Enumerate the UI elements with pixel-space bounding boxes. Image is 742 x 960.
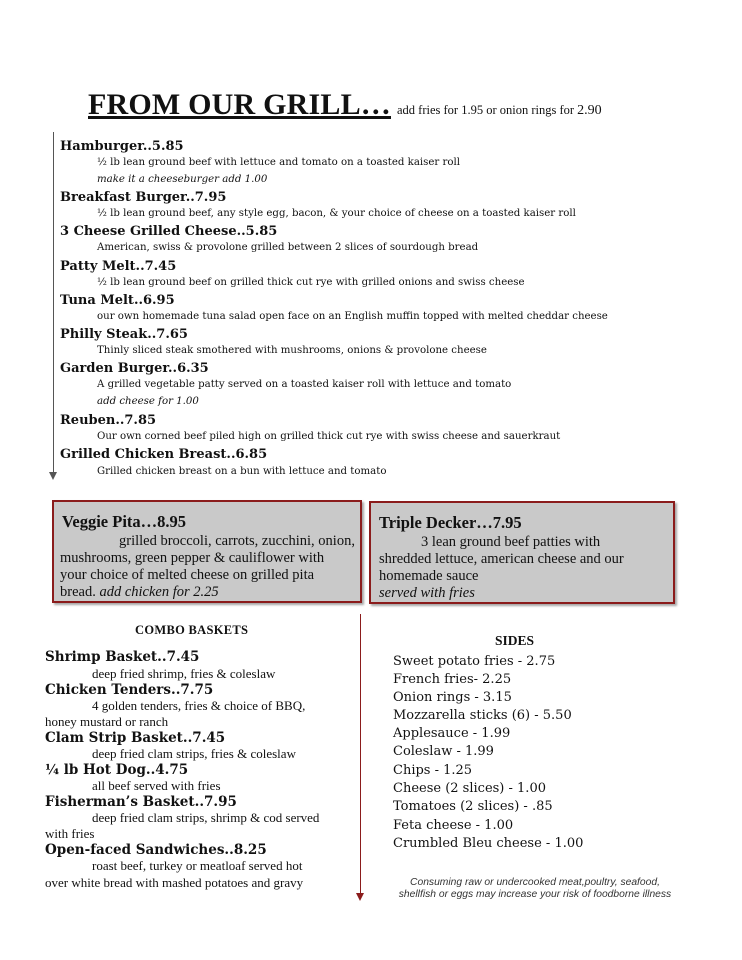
side-item: Cheese (2 slices) - 1.00	[393, 781, 546, 796]
veggie-pita-title: Veggie Pita…8.95	[62, 512, 187, 531]
add-on-note	[397, 103, 602, 119]
side-item: Chips - 1.25	[393, 763, 473, 778]
grill-item-note: make it a cheeseburger add 1.00	[97, 174, 268, 185]
side-item: Tomatoes (2 slices) - .85	[393, 799, 553, 814]
triple-decker-title: Triple Decker…7.95	[379, 513, 522, 532]
veggie-pita-desc-line: your choice of melted cheese on grilled pita	[60, 567, 315, 583]
combo-item-desc: deep fried clam strips, fries & coleslaw	[92, 746, 296, 761]
grill-item-name: Tuna Melt..6.95	[60, 293, 175, 308]
grill-item-desc: A grilled vegetable patty served on a toasted kaiser roll with lettuce and tomato	[97, 379, 512, 390]
combo-item-name: ¼ lb Hot Dog..4.75	[45, 762, 189, 778]
grill-item-name: Grilled Chicken Breast..6.85	[60, 447, 268, 462]
sides-title: SIDES	[495, 633, 535, 648]
grill-item-desc: ½ lb lean ground beef on grilled thick cut rye with grilled onions and swiss cheese	[97, 277, 525, 288]
grill-item-desc: Grilled chicken breast on a bun with lettuce and tomato	[97, 466, 387, 477]
grill-item-desc: our own homemade tuna salad open face on an English muffin topped with melted cheddar cheese	[97, 311, 608, 322]
side-item: French fries- 2.25	[393, 672, 512, 687]
grill-item-name: Garden Burger..6.35	[60, 361, 209, 376]
side-item: Coleslaw - 1.99	[393, 744, 494, 759]
grill-item-note: add cheese for 1.00	[97, 396, 199, 407]
menu-section-title: FROM OUR GRILL…	[88, 88, 391, 121]
side-item: Sweet potato fries - 2.75	[393, 654, 556, 669]
grill-item-name: Reuben..7.85	[60, 413, 157, 428]
grill-item-desc: ½ lb lean ground beef, any style egg, bacon, & your choice of cheese on a toasted kaiser roll	[97, 208, 576, 219]
veggie-pita-desc-line: mushrooms, green pepper & cauliflower with	[60, 550, 325, 566]
side-item: Onion rings - 3.15	[393, 690, 512, 705]
food-safety-disclaimer	[385, 877, 685, 901]
combo-item-name: Open-faced Sandwiches..8.25	[45, 842, 267, 858]
veggie-pita-addon: add chicken for 2.25	[99, 584, 219, 600]
combo-item-desc: deep fried shrimp, fries & coleslaw	[92, 666, 276, 681]
triple-decker-box	[369, 501, 675, 604]
combo-item-desc: over white bread with mashed potatoes and gravy	[45, 875, 304, 890]
grill-item-desc: Thinly sliced steak smothered with mushrooms, onions & provolone cheese	[97, 345, 487, 356]
triple-decker-desc-line: shredded lettuce, american cheese and our	[379, 551, 624, 567]
veggie-pita-desc-text: bread.	[60, 584, 100, 600]
grill-list-arrow-line	[53, 132, 54, 477]
disclaimer-line: shellfish or eggs may increase your risk of foodborne illness	[398, 889, 672, 900]
combo-item-desc: deep fried clam strips, shrimp & cod served	[92, 810, 320, 825]
combo-item-desc: roast beef, turkey or meatloaf served hot	[92, 858, 303, 873]
combo-baskets-title: COMBO BASKETS	[135, 623, 249, 637]
grill-item-desc: American, swiss & provolone grilled between 2 slices of sourdough bread	[97, 242, 479, 253]
veggie-pita-desc-line: grilled broccoli, carrots, zucchini, onion,	[119, 533, 355, 549]
grill-item-desc: Our own corned beef piled high on grilled thick cut rye with swiss cheese and sauerkraut	[97, 431, 561, 442]
triple-decker-desc-line: 3 lean ground beef patties with	[421, 534, 601, 550]
combo-item-name: Chicken Tenders..7.75	[45, 682, 214, 698]
add-on-note-text: add fries for 1.95 or onion rings for	[397, 103, 578, 117]
grill-item-name: Hamburger..5.85	[60, 139, 184, 154]
combo-item-desc: with fries	[45, 826, 95, 841]
combo-item-name: Clam Strip Basket..7.45	[45, 730, 226, 746]
divider-arrow-line	[360, 614, 361, 896]
combo-item-name: Fisherman’s Basket..7.95	[45, 794, 237, 810]
arrow-down-icon	[356, 893, 364, 901]
side-item: Feta cheese - 1.00	[393, 818, 514, 833]
grill-item-name: Philly Steak..7.65	[60, 327, 188, 342]
arrow-down-icon	[49, 472, 57, 480]
combo-item-desc: honey mustard or ranch	[45, 714, 169, 729]
veggie-pita-desc-line	[60, 584, 219, 601]
disclaimer-line: Consuming raw or undercooked meat,poultry, seafood,	[410, 877, 660, 888]
combo-item-desc: all beef served with fries	[92, 778, 221, 793]
side-item: Mozzarella sticks (6) - 5.50	[393, 708, 572, 723]
grill-item-name: Patty Melt..7.45	[60, 259, 177, 274]
side-item: Applesauce - 1.99	[393, 726, 511, 741]
triple-decker-desc-line: homemade sauce	[379, 568, 479, 584]
onion-rings-price: 2.90	[577, 103, 602, 118]
combo-item-desc: 4 golden tenders, fries & choice of BBQ,	[92, 698, 306, 713]
veggie-pita-box	[52, 500, 362, 603]
triple-decker-note: served with fries	[379, 585, 475, 601]
grill-item-name: Breakfast Burger..7.95	[60, 190, 227, 205]
combo-item-name: Shrimp Basket..7.45	[45, 649, 200, 665]
grill-item-desc: ½ lb lean ground beef with lettuce and tomato on a toasted kaiser roll	[97, 157, 461, 168]
grill-item-name: 3 Cheese Grilled Cheese..5.85	[60, 224, 278, 239]
side-item: Crumbled Bleu cheese - 1.00	[393, 836, 584, 851]
